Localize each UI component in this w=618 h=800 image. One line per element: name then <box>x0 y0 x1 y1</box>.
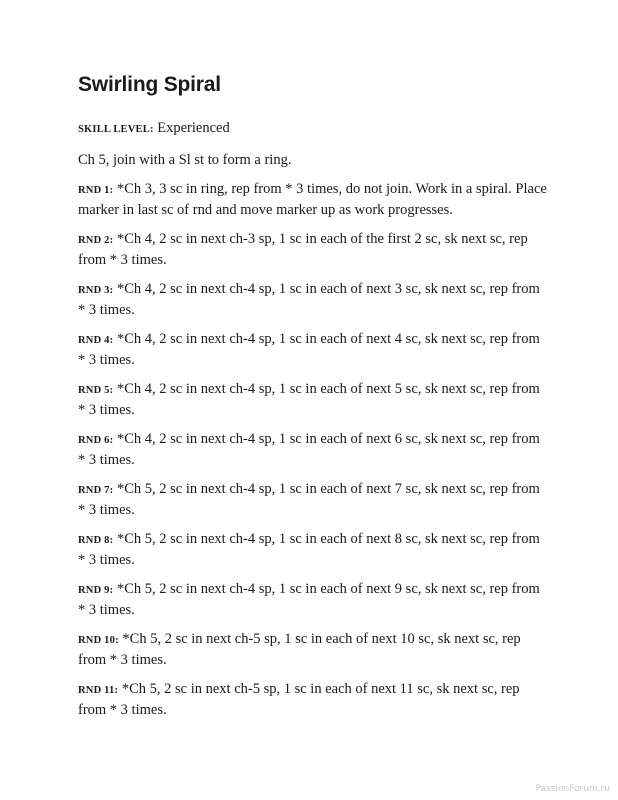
round-label: RND 7: <box>78 485 114 496</box>
round-text: *Ch 4, 2 sc in next ch-3 sp, 1 sc in each of the first 2 sc, sk next sc, rep from * 3 times. <box>78 231 528 268</box>
round-label: RND 9: <box>78 585 114 596</box>
skill-level-label: SKILL LEVEL: <box>78 124 154 135</box>
skill-level-value: Experienced <box>153 120 230 136</box>
round-text: *Ch 5, 2 sc in next ch-5 sp, 1 sc in each of next 11 sc, sk next sc, rep from * 3 times. <box>78 681 520 718</box>
round-label: RND 6: <box>78 435 114 446</box>
round-10 <box>78 630 548 670</box>
round-text: *Ch 5, 2 sc in next ch-5 sp, 1 sc in each of next 10 sc, sk next sc, rep from * 3 times. <box>78 631 521 668</box>
round-7 <box>78 480 548 520</box>
round-9 <box>78 580 548 620</box>
round-label: RND 4: <box>78 335 114 346</box>
round-label: RND 11: <box>78 685 119 696</box>
page-title: Swirling Spiral <box>78 73 221 96</box>
intro-instruction: Ch 5, join with a Sl st to form a ring. <box>78 151 292 168</box>
round-text: *Ch 5, 2 sc in next ch-4 sp, 1 sc in each of next 8 sc, sk next sc, rep from * 3 times. <box>78 531 540 568</box>
round-label: RND 10: <box>78 635 119 646</box>
round-8 <box>78 530 548 570</box>
site-watermark: PassionForum.ru <box>535 784 610 794</box>
round-label: RND 3: <box>78 285 114 296</box>
round-3 <box>78 280 548 320</box>
round-label: RND 5: <box>78 385 114 396</box>
round-11 <box>78 680 548 720</box>
round-1 <box>78 180 548 220</box>
round-4 <box>78 330 548 370</box>
round-text: *Ch 4, 2 sc in next ch-4 sp, 1 sc in each of next 4 sc, sk next sc, rep from * 3 times. <box>78 331 540 368</box>
round-text: *Ch 3, 3 sc in ring, rep from * 3 times, do not join. Work in a spiral. Place marker in last sc of rnd and move marker up as work progresses. <box>78 181 547 218</box>
round-text: *Ch 5, 2 sc in next ch-4 sp, 1 sc in each of next 9 sc, sk next sc, rep from * 3 times. <box>78 581 540 618</box>
round-5 <box>78 380 548 420</box>
round-label: RND 8: <box>78 535 114 546</box>
round-label: RND 2: <box>78 235 114 246</box>
round-label: RND 1: <box>78 185 114 196</box>
round-6 <box>78 430 548 470</box>
round-text: *Ch 4, 2 sc in next ch-4 sp, 1 sc in each of next 5 sc, sk next sc, rep from * 3 times. <box>78 381 540 418</box>
round-text: *Ch 5, 2 sc in next ch-4 sp, 1 sc in each of next 7 sc, sk next sc, rep from * 3 times. <box>78 481 540 518</box>
skill-level <box>78 119 548 140</box>
pattern-page <box>78 70 548 730</box>
round-text: *Ch 4, 2 sc in next ch-4 sp, 1 sc in each of next 3 sc, sk next sc, rep from * 3 times. <box>78 281 540 318</box>
round-text: *Ch 4, 2 sc in next ch-4 sp, 1 sc in each of next 6 sc, sk next sc, rep from * 3 times. <box>78 431 540 468</box>
round-2 <box>78 230 548 270</box>
